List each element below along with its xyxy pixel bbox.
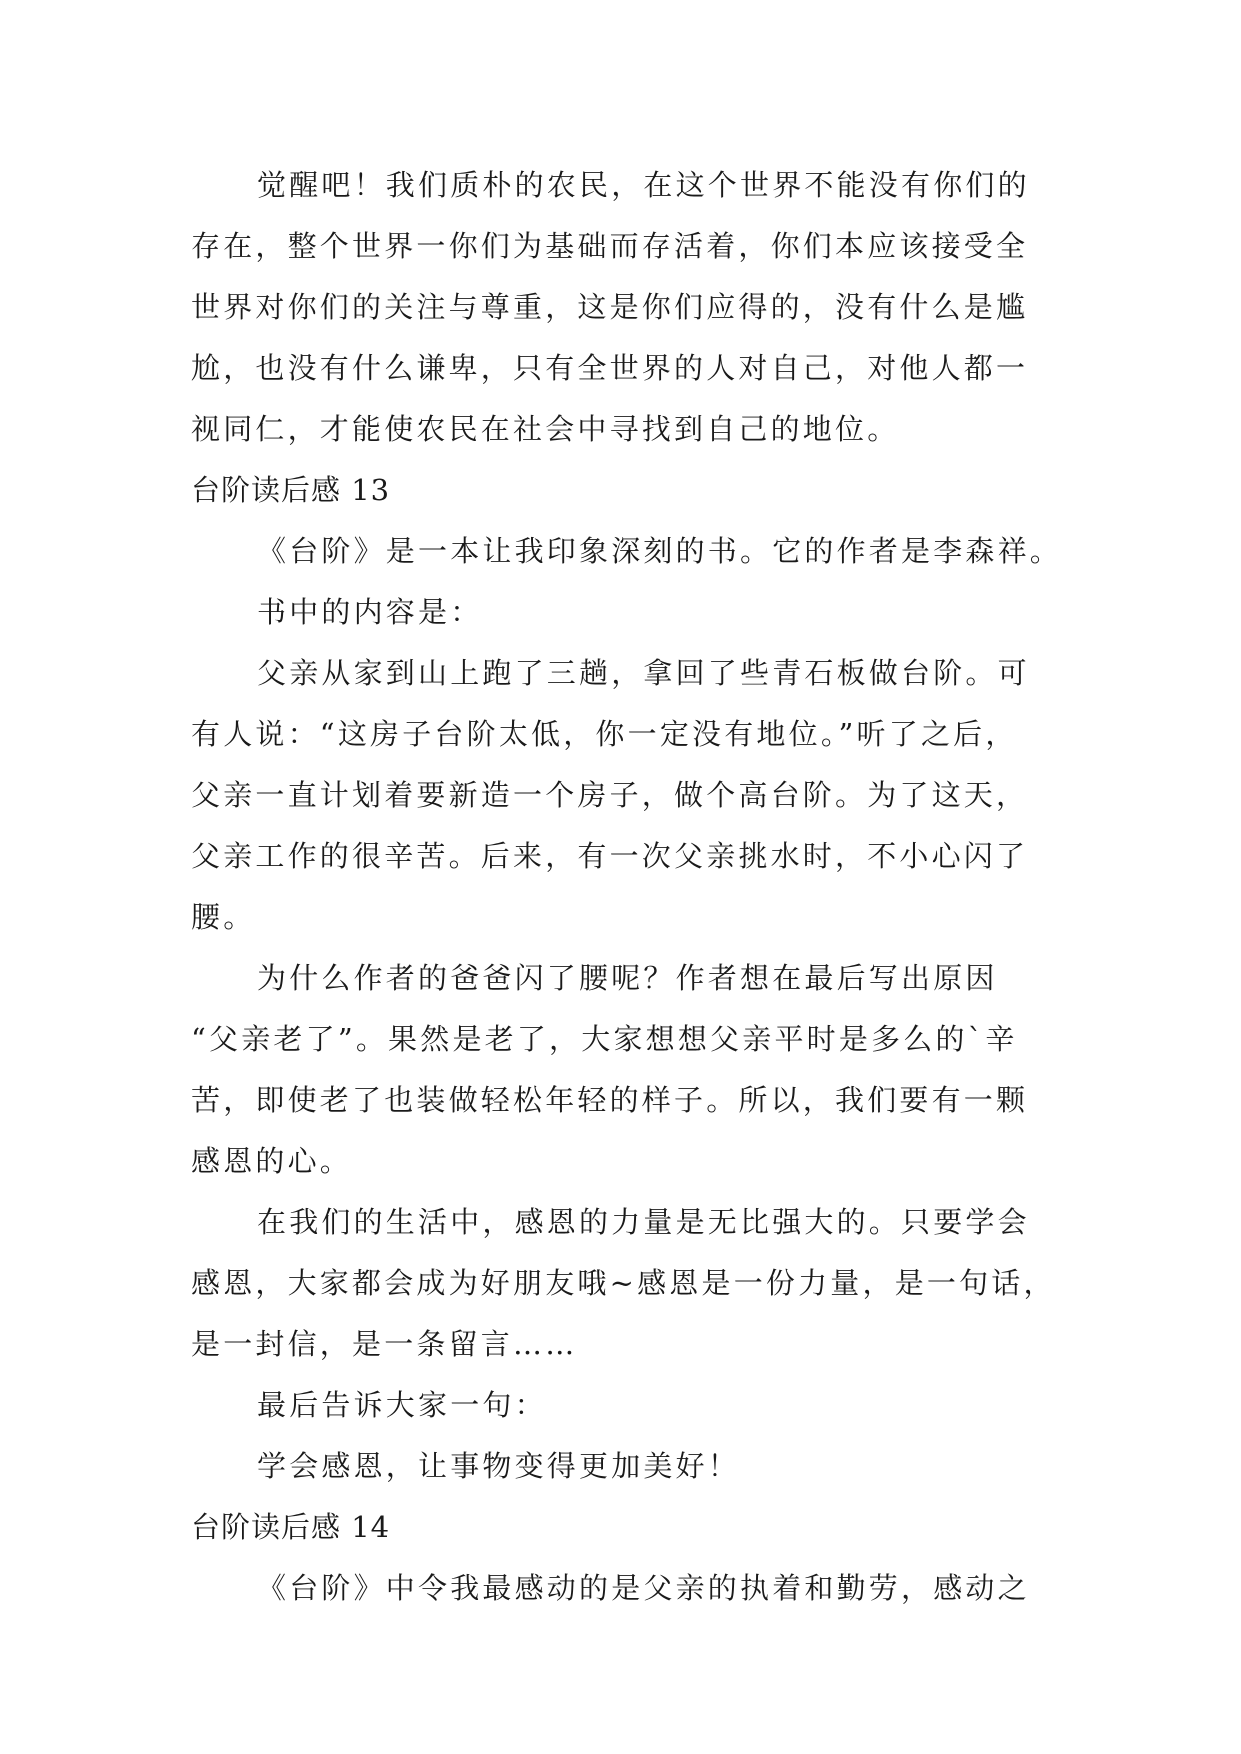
text-line: 存在，整个世界一你们为基础而存活着，你们本应该接受全 bbox=[191, 229, 1029, 263]
text-line: 父亲从家到山上跑了三趟，拿回了些青石板做台阶。可 bbox=[257, 656, 1030, 690]
section-heading: 台阶读后感 13 bbox=[191, 473, 391, 507]
text-line: 《台阶》是一本让我印象深刻的书。它的作者是李森祥。 bbox=[257, 534, 1063, 568]
text-line: 父亲工作的很辛苦。后来，有一次父亲挑水时，不小心闪了 bbox=[191, 839, 1029, 873]
text-line: 在我们的生活中，感恩的力量是无比强大的。只要学会 bbox=[257, 1205, 1030, 1239]
text-line: 为什么作者的爸爸闪了腰呢？作者想在最后写出原因 bbox=[257, 961, 998, 995]
document-body bbox=[191, 155, 1063, 1619]
text-line: 感恩的心。 bbox=[191, 1144, 353, 1178]
text-line: 学会感恩，让事物变得更加美好！ bbox=[257, 1449, 741, 1483]
text-line: 感恩，大家都会成为好朋友哦~感恩是一份力量，是一句话， bbox=[191, 1266, 1056, 1300]
text-line: 是一封信，是一条留言…… bbox=[191, 1327, 578, 1361]
text-line: 《台阶》中令我最感动的是父亲的执着和勤劳，感动之 bbox=[257, 1571, 1030, 1605]
text-line: 视同仁，才能使农民在社会中寻找到自己的地位。 bbox=[191, 412, 900, 446]
text-line: 父亲一直计划着要新造一个房子，做个高台阶。为了这天， bbox=[191, 778, 1029, 812]
text-line: 苦，即使老了也装做轻松年轻的样子。所以，我们要有一颗 bbox=[191, 1083, 1029, 1117]
section-heading: 台阶读后感 14 bbox=[191, 1510, 391, 1544]
text-line: 腰。 bbox=[191, 900, 256, 934]
text-line: 世界对你们的关注与尊重，这是你们应得的，没有什么是尴 bbox=[191, 290, 1029, 324]
text-line: “父亲老了”。果然是老了，大家想想父亲平时是多么的`辛 bbox=[191, 1022, 1018, 1056]
text-line: 最后告诉大家一句： bbox=[257, 1388, 547, 1422]
text-line: 觉醒吧！我们质朴的农民，在这个世界不能没有你们的 bbox=[257, 168, 1030, 202]
text-line: 书中的内容是： bbox=[257, 595, 483, 629]
text-line: 有人说：“这房子台阶太低，你一定没有地位。”听了之后， bbox=[191, 717, 1018, 751]
text-line: 尬，也没有什么谦卑，只有全世界的人对自己，对他人都一 bbox=[191, 351, 1029, 385]
